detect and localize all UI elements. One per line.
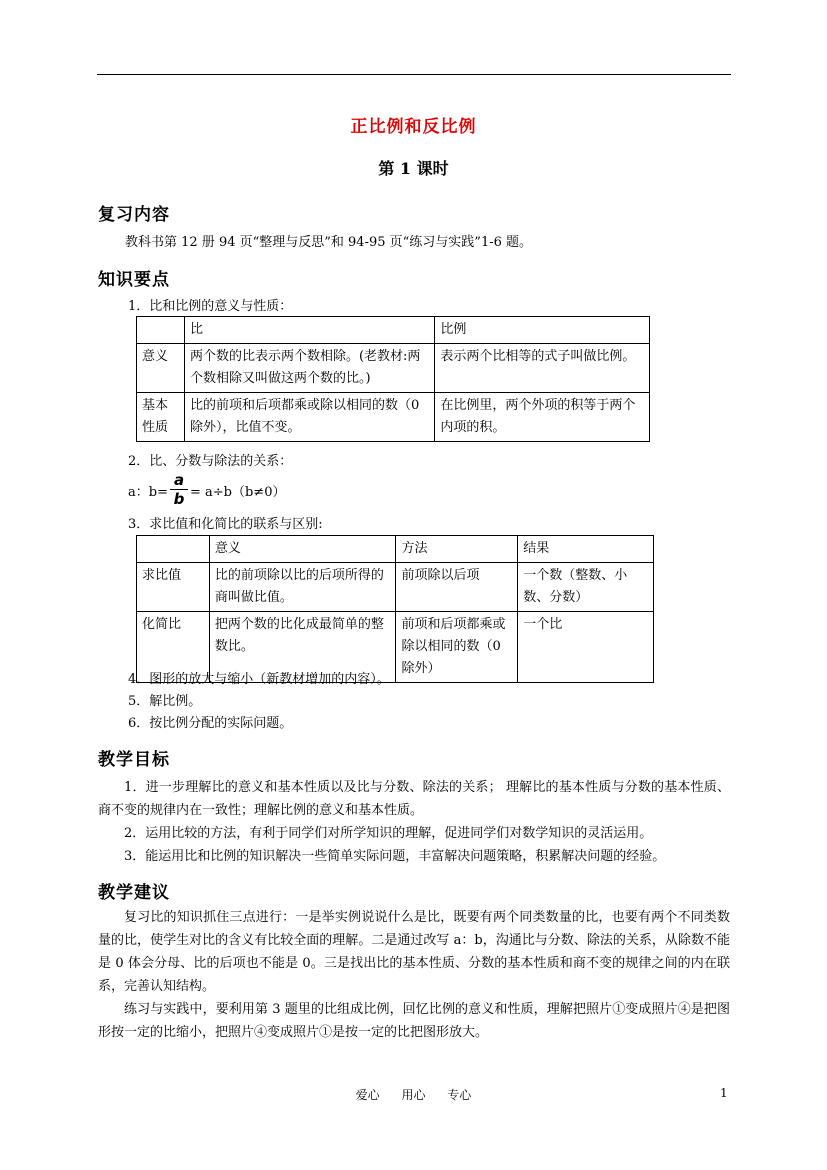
goal-item-3: 3．能运用比和比例的知识解决一些简单实际问题，丰富解决问题策略，积累解决问题的经验。 <box>124 849 666 864</box>
goal-item-1: 1．进一步理解比的意义和基本性质以及比与分数、除法的关系； 理解比的基本性质与分数的基本性质、商不变的规律内在一致性；理解比例的意义和基本性质。 <box>98 780 730 818</box>
table-cell: 方法 <box>396 536 518 563</box>
table-cell: 化简比 <box>137 612 210 683</box>
table-row <box>137 317 650 344</box>
table-cell: 求比值 <box>137 563 210 612</box>
table-cell: 把两个数的比化成最简单的整数比。 <box>209 612 396 683</box>
knowledge-item-5: 5．解比例。 <box>128 694 202 709</box>
table-cell: 在比例里，两个外项的积等于两个内项的积。 <box>435 393 650 442</box>
goal-item-2: 2．运用比较的方法，有利于同学们对所学知识的理解，促进同学们对数学知识的灵活运用。 <box>124 826 653 841</box>
table-cell: 意义 <box>209 536 396 563</box>
advice-paragraph-1: 复习比的知识抓住三点进行：一是举实例说说什么是比，既要有两个同类数量的比，也要有两个不同类数量的比，使学生对比的含义有比较全面的理解。二是通过改写 a：b，沟通比与分数、除法的关系，从除数不能是 0 体会分母、比的后项也不能是 0。三是找出比的基本性质、分数的基本性质和商不变的规律之间的内在联系，完善认知结构。 <box>98 910 730 994</box>
table-cell: 基本性质 <box>137 393 185 442</box>
formula-left: a：b= <box>128 485 168 500</box>
lesson-subtitle: 第 1 课时 <box>378 159 449 178</box>
page-title: 正比例和反比例 <box>350 117 477 137</box>
table-cell: 两个数的比表示两个数相除。(老教材:两个数相除又叫做这两个数的比。) <box>184 344 434 393</box>
table-cell <box>137 536 210 563</box>
knowledge-item-2: 2．比、分数与除法的关系： <box>128 454 293 469</box>
formula-right: = a÷b（b≠0） <box>190 485 286 500</box>
section-heading-goals: 教学目标 <box>98 750 170 770</box>
fraction-numerator: a <box>173 471 185 489</box>
page-number: 1 <box>720 1086 728 1100</box>
table-cell: 一个数（整数、小数、分数） <box>518 563 654 612</box>
table-cell <box>137 317 185 344</box>
knowledge-item-4: 4．图形的放大与缩小（新教材增加的内容）。 <box>128 672 390 687</box>
section-heading-review: 复习内容 <box>98 205 170 225</box>
section-heading-knowledge: 知识要点 <box>98 270 170 290</box>
table-cell: 意义 <box>137 344 185 393</box>
table-row <box>137 563 654 612</box>
knowledge-item-3: 3．求比值和化简比的联系与区别: <box>128 517 323 532</box>
table-cell: 比 <box>184 317 434 344</box>
table-cell: 表示两个比相等的式子叫做比例。 <box>435 344 650 393</box>
knowledge-item-6: 6．按比例分配的实际问题。 <box>128 716 293 731</box>
fraction-denominator: b <box>173 490 185 508</box>
quotient-simplify-table <box>136 535 654 683</box>
ratio-table <box>136 316 650 442</box>
header-rule <box>97 74 731 75</box>
knowledge-item-1: 1．比和比例的意义与性质： <box>128 299 293 314</box>
fraction-a-over-b <box>170 472 188 507</box>
table-cell: 比的前项除以比的后项所得的商叫做比值。 <box>209 563 396 612</box>
review-text: 教科书第 12 册 94 页“整理与反思”和 94-95 页“练习与实践”1-6 题。 <box>125 235 533 250</box>
table-row <box>137 344 650 393</box>
table-cell: 比的前项和后项都乘或除以相同的数（0 除外），比值不变。 <box>184 393 434 442</box>
table-cell: 比例 <box>435 317 650 344</box>
table-row <box>137 536 654 563</box>
table-cell: 结果 <box>518 536 654 563</box>
section-heading-advice: 教学建议 <box>98 883 170 903</box>
table-cell: 前项除以后项 <box>396 563 518 612</box>
footer-slogan: 爱心 用心 专心 <box>355 1088 472 1102</box>
table-row <box>137 393 650 442</box>
advice-paragraph-2: 练习与实践中，要利用第 3 题里的比组成比例，回忆比例的意义和性质，理解把照片①变成照片④是把图形按一定的比缩小，把照片④变成照片①是按一定的比把图形放大。 <box>98 1002 730 1040</box>
table-cell: 前项和后项都乘或除以相同的数（0 除外） <box>396 612 518 683</box>
table-cell: 一个比 <box>518 612 654 683</box>
